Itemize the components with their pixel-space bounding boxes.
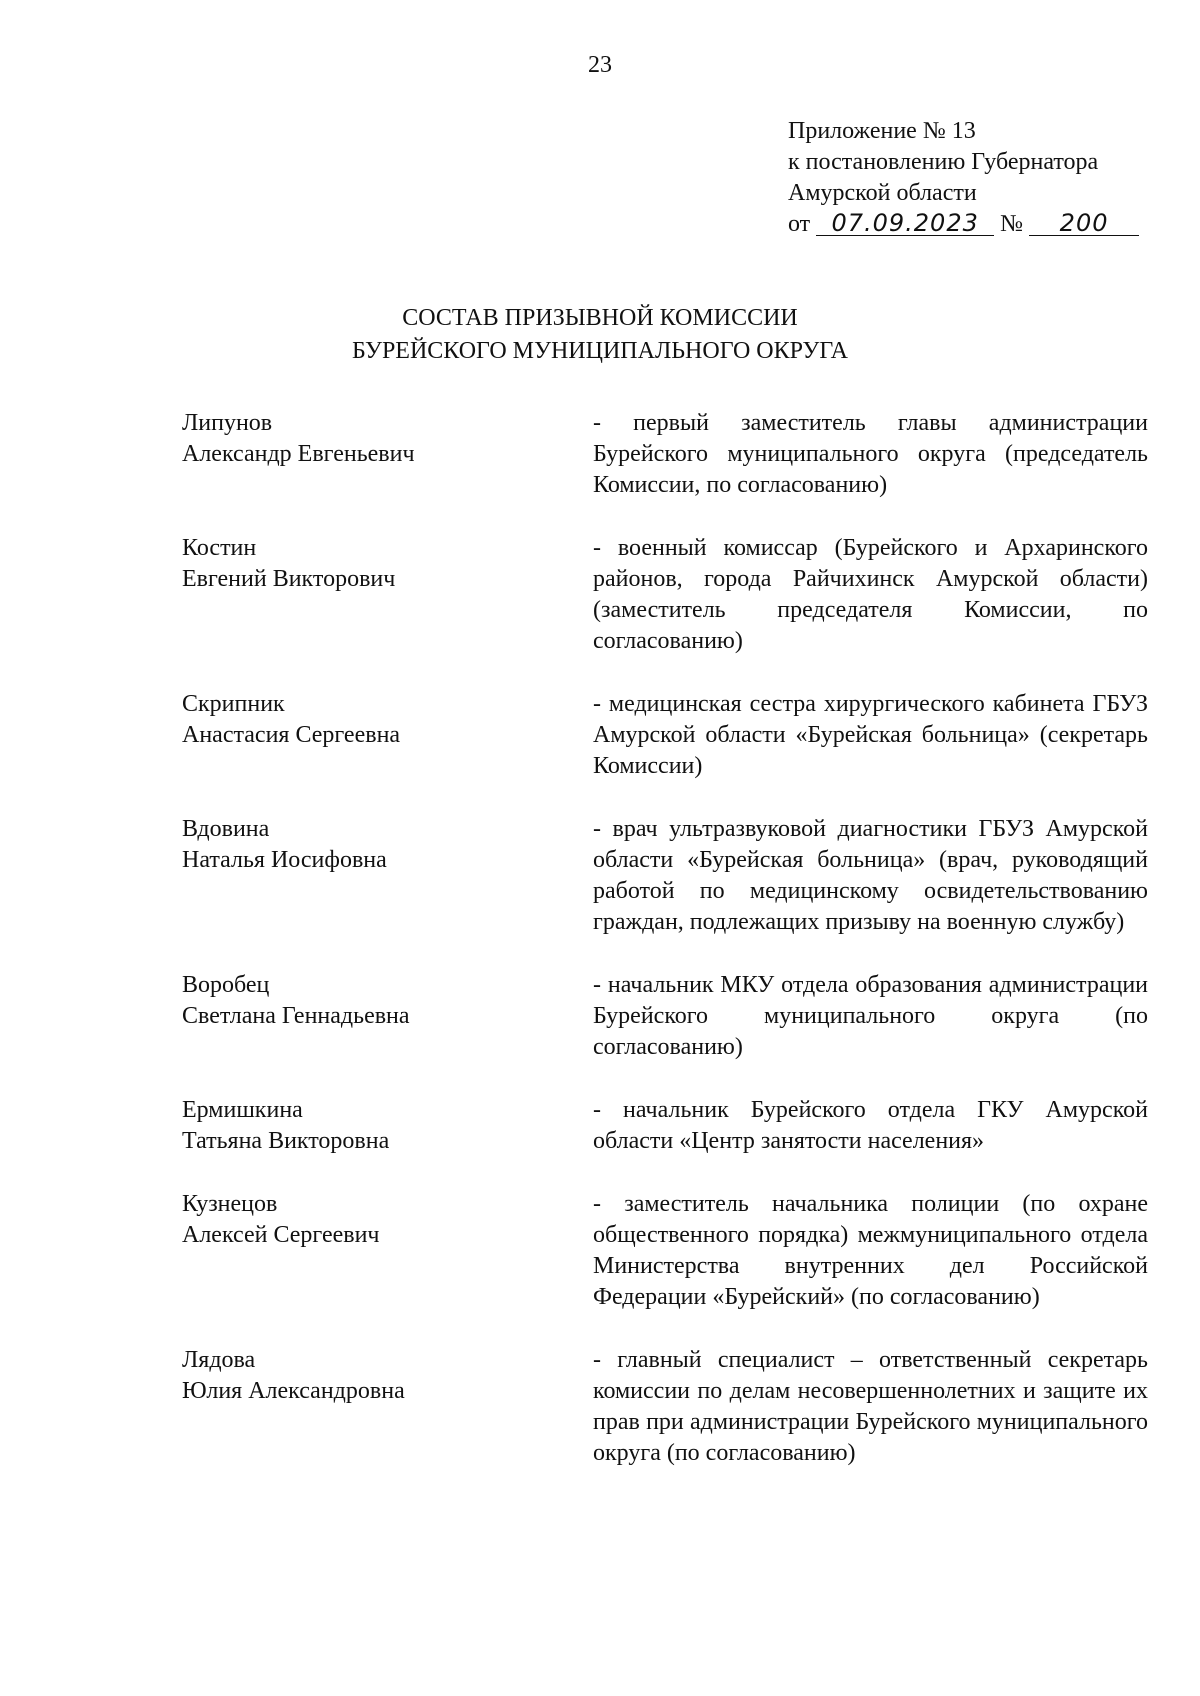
member-given-names: Евгений Викторович [182, 566, 396, 592]
member-role: - военный комиссар (Бурейского и Архаринского районов, города Райчихинск Амурской области) (заместитель председателя Комиссии, по согласованию) [593, 535, 1148, 654]
member-role: - начальник Бурейского отдела ГКУ Амурской области «Центр занятости населения» [593, 1097, 1148, 1154]
member-surname: Кузнецов [182, 1191, 278, 1217]
member-name [182, 1095, 482, 1157]
member-role: - первый заместитель главы администрации Бурейского муниципального округа (председатель Комиссии, по согласованию) [593, 410, 1148, 498]
member-surname: Костин [182, 535, 257, 561]
member-item [182, 814, 1148, 938]
appendix-date-line [788, 209, 1148, 240]
member-given-names: Юлия Александровна [182, 1378, 405, 1404]
member-role: - врач ультразвуковой диагностики ГБУЗ Амурской области «Бурейская больница» (врач, руководящий работой по медицинскому освидетельствованию граждан, подлежащих призыву на военную службу) [593, 816, 1148, 935]
title-line-1: СОСТАВ ПРИЗЫВНОЙ КОМИССИИ [402, 305, 798, 331]
member-given-names: Светлана Геннадьевна [182, 1003, 410, 1029]
member-name [182, 970, 482, 1063]
member-item [182, 1345, 1148, 1469]
member-role: - главный специалист – ответственный секретарь комиссии по делам несовершеннолетних и защите их прав при администрации Бурейского муниципального округа (по согласованию) [593, 1347, 1148, 1466]
members-list [182, 408, 1148, 1469]
member-name [182, 814, 482, 938]
appendix-header [788, 116, 1148, 240]
member-item [182, 533, 1148, 657]
number-sign: № [1000, 211, 1024, 237]
member-name [182, 1345, 482, 1469]
member-surname: Скрипник [182, 691, 285, 717]
member-item [182, 1095, 1148, 1157]
member-item [182, 689, 1148, 782]
member-surname: Ермишкина [182, 1097, 303, 1123]
member-name [182, 533, 482, 657]
page-number: 23 [588, 52, 612, 78]
member-surname: Вдовина [182, 816, 270, 842]
member-name [182, 689, 482, 782]
member-given-names: Анастасия Сергеевна [182, 722, 401, 748]
member-given-names: Татьяна Викторовна [182, 1128, 390, 1154]
member-role: - начальник МКУ отдела образования администрации Бурейского муниципального округа (по согласованию) [593, 972, 1148, 1060]
handwritten-date: 07.09.2023 [816, 211, 994, 236]
member-surname: Воробец [182, 972, 270, 998]
appendix-region: Амурской области [788, 180, 977, 206]
appendix-to-decree: к постановлению Губернатора [788, 149, 1099, 175]
date-prefix: от [788, 211, 811, 237]
member-surname: Липунов [182, 410, 273, 436]
member-surname: Лядова [182, 1347, 256, 1373]
document-title [0, 302, 1200, 368]
member-given-names: Наталья Иосифовна [182, 847, 387, 873]
title-line-2: БУРЕЙСКОГО МУНИЦИПАЛЬНОГО ОКРУГА [352, 338, 848, 364]
member-name [182, 408, 482, 501]
member-item [182, 1189, 1148, 1313]
member-name [182, 1189, 482, 1313]
member-item [182, 408, 1148, 501]
handwritten-number: 200 [1029, 211, 1139, 236]
member-item [182, 970, 1148, 1063]
member-given-names: Александр Евгеньевич [182, 441, 415, 467]
appendix-title: Приложение № 13 [788, 118, 976, 144]
member-given-names: Алексей Сергеевич [182, 1222, 380, 1248]
member-role: - заместитель начальника полиции (по охране общественного порядка) межмуниципального отдела Министерства внутренних дел Российской Федерации «Бурейский» (по согласованию) [593, 1191, 1148, 1310]
member-role: - медицинская сестра хирургического кабинета ГБУЗ Амурской области «Бурейская больница» (секретарь Комиссии) [593, 691, 1148, 779]
